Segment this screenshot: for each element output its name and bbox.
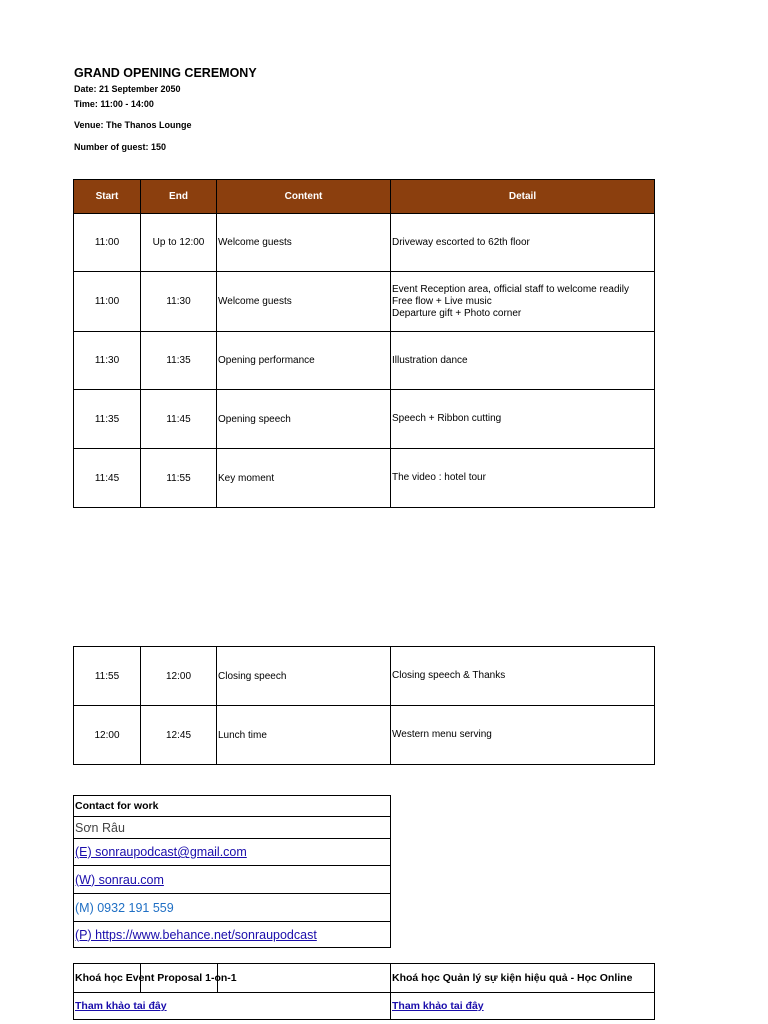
detail-line: The video : hotel tour	[392, 472, 486, 483]
column-header-end: End	[141, 180, 217, 214]
cell-start: 11:00	[74, 214, 141, 272]
detail-line: Driveway escorted to 62th floor	[392, 236, 530, 248]
event-date: Date: 21 September 2050	[74, 84, 181, 94]
cell-end: 11:45	[141, 390, 217, 449]
cell-start: 11:35	[74, 390, 141, 449]
cell-content: Opening performance	[217, 332, 391, 390]
cell-end: 11:35	[141, 332, 217, 390]
cell-content: Opening speech	[217, 390, 391, 449]
guest-count: Number of guest: 150	[74, 142, 167, 152]
cell-start: 11:30	[74, 332, 141, 390]
cell-start: 11:00	[74, 272, 141, 332]
detail-line: Speech + Ribbon cutting	[392, 413, 502, 424]
cell-end: Up to 12:00	[141, 214, 217, 272]
table-row	[74, 214, 655, 272]
cell-content: Welcome guests	[217, 214, 391, 272]
page-title: GRAND OPENING CEREMONY	[74, 66, 257, 80]
cell-end: 12:00	[141, 647, 217, 706]
course-link-2[interactable]: Tham khảo tai đây	[391, 993, 655, 1020]
courses-table	[73, 963, 655, 1020]
course-event-proposal-label: Khoá học Event Proposal 1-on-1	[75, 972, 237, 984]
detail-line: Closing speech & Thanks	[392, 670, 506, 681]
cell-detail	[391, 390, 655, 449]
cell-start: 11:55	[74, 647, 141, 706]
table-row	[74, 647, 655, 706]
cell-detail	[391, 214, 655, 272]
table-row	[74, 272, 655, 332]
detail-line: Free flow + Live music	[392, 295, 492, 307]
course-event-proposal	[74, 964, 391, 993]
cell-end: 11:55	[141, 449, 217, 508]
cell-content: Lunch time	[217, 706, 391, 765]
schedule-table-continued	[73, 646, 655, 765]
cell-end: 12:45	[141, 706, 217, 765]
cell-detail	[391, 706, 655, 765]
event-time: Time: 11:00 - 14:00	[74, 99, 154, 109]
contact-mobile: (M) 0932 191 559	[74, 894, 391, 922]
detail-line: Event Reception area, official staff to welcome readily	[392, 283, 629, 295]
detail-line: Western menu serving	[392, 729, 492, 740]
detail-line: Departure gift + Photo corner	[392, 307, 522, 319]
table-row	[74, 449, 655, 508]
event-venue: Venue: The Thanos Lounge	[74, 120, 192, 130]
contact-website-link[interactable]: (W) sonrau.com	[74, 866, 391, 894]
contact-table	[73, 795, 391, 948]
column-header-detail: Detail	[391, 180, 655, 214]
cell-detail	[391, 647, 655, 706]
contact-email-link[interactable]: (E) sonraupodcast@gmail.com	[74, 839, 391, 866]
schedule-table	[73, 179, 655, 508]
contact-portfolio-link[interactable]: (P) https://www.behance.net/sonraupodcast	[74, 922, 391, 948]
cell-start: 12:00	[74, 706, 141, 765]
table-row	[74, 706, 655, 765]
cell-end: 11:30	[141, 272, 217, 332]
detail-line: Illustration dance	[392, 354, 468, 366]
column-header-start: Start	[74, 180, 141, 214]
cell-start: 11:45	[74, 449, 141, 508]
course-link-1[interactable]: Tham khảo tai đây	[74, 993, 391, 1020]
cell-content: Welcome guests	[217, 272, 391, 332]
column-header-content: Content	[217, 180, 391, 214]
cell-content: Key moment	[217, 449, 391, 508]
cell-detail	[391, 272, 655, 332]
course-event-management: Khoá học Quản lý sự kiện hiệu quả - Học Online	[391, 964, 655, 993]
table-row	[74, 390, 655, 449]
cell-detail	[391, 449, 655, 508]
contact-heading: Contact for work	[74, 796, 391, 817]
schedule-header-row	[74, 180, 655, 214]
table-row	[74, 332, 655, 390]
contact-name: Sơn Râu	[74, 817, 391, 839]
cell-content: Closing speech	[217, 647, 391, 706]
cell-detail	[391, 332, 655, 390]
